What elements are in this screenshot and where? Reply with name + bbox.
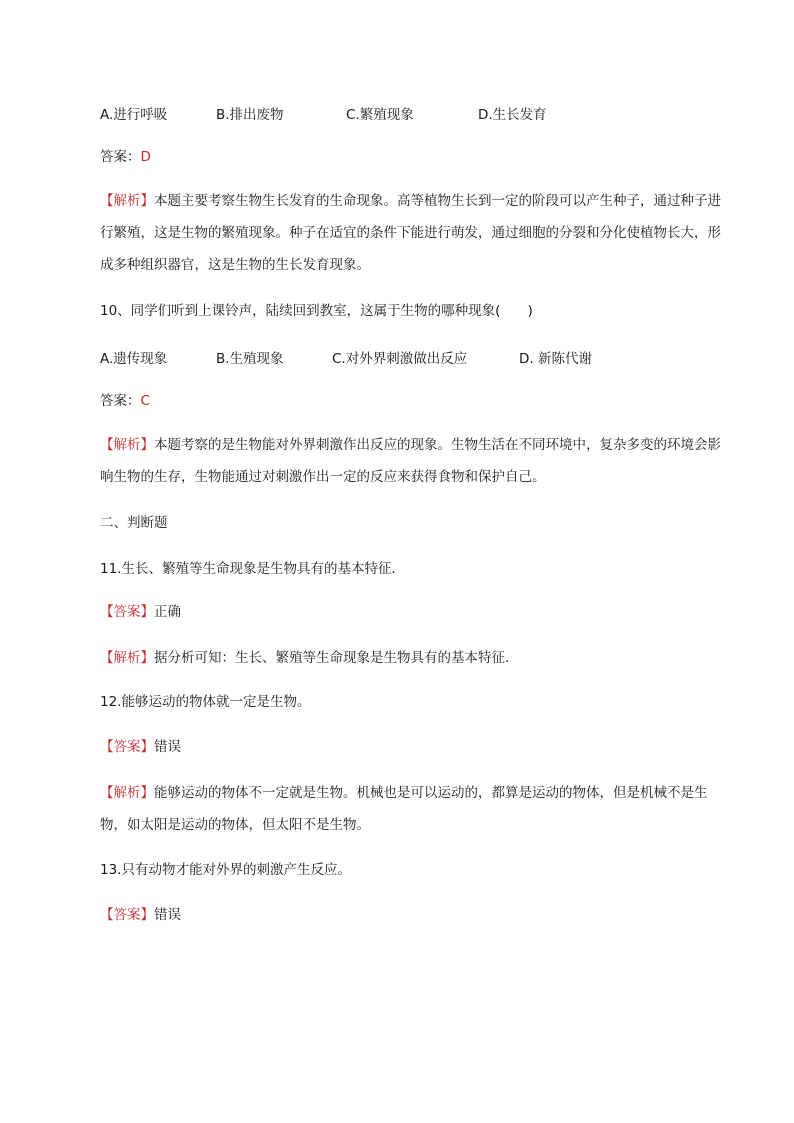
q9-option-c: C.繁殖现象 [346,107,414,123]
q13-answer [100,906,181,924]
q10-analysis-text: 本题考察的是生物能对外界刺激作出反应的现象。生物生活在不同环境中，复杂多变的环境会影响生物的生存，生物能通过对刺激作出一定的反应来获得食物和保护自己。 [100,437,721,485]
q11-answer-value: 正确 [154,604,181,620]
q12-analysis [100,777,730,841]
q11-analysis [100,649,519,667]
q10-answer-label: 答案： [100,393,141,409]
q12-analysis-text: 能够运动的物体不一定就是生物。机械也是可以运动的，都算是运动的物体，但是机械不是生物，如太阳是运动的物体，但太阳不是生物。 [100,785,708,833]
q10-answer [100,392,150,410]
q13-question: 13.只有动物才能对外界的刺激产生反应。 [100,862,351,878]
q11-answer-label: 【答案】 [100,604,154,620]
q9-analysis [100,185,730,281]
q12-answer-value: 错误 [154,739,181,755]
q12-question: 12.能够运动的物体就一定是生物。 [100,694,311,710]
q10-analysis [100,429,730,493]
q11-analysis-text: 据分析可知：生长、繁殖等生命现象是生物具有的基本特征． [154,650,519,666]
q11-question: 11.生长、繁殖等生命现象是生物具有的基本特征． [100,561,405,577]
q12-answer [100,738,181,756]
q10-analysis-label: 【解析】 [100,437,154,453]
q9-option-d: D.生长发育 [478,107,547,123]
q9-option-b: B.排出废物 [216,107,284,123]
q9-analysis-text: 本题主要考察生物生长发育的生命现象。高等植物生长到一定的阶段可以产生种子，通过种子进行繁殖，这是生物的繁殖现象。种子在适宜的条件下能进行萌发，通过细胞的分裂和分化使植物长大，形成多种组织器官，这是生物的生长发育现象。 [100,193,721,273]
q10-option-d: D. 新陈代谢 [519,351,592,367]
q13-answer-label: 【答案】 [100,907,154,923]
q10-answer-value: C [140,393,150,409]
q11-analysis-label: 【解析】 [100,650,154,666]
q10-option-c: C.对外界刺激做出反应 [332,351,468,367]
q12-analysis-label: 【解析】 [100,785,154,801]
q10-question: 10、同学们听到上课铃声，陆续回到教室，这属于生物的哪种现象( ) [100,303,533,319]
q9-option-a: A.进行呼吸 [100,107,168,123]
q10-option-b: B.生殖现象 [216,351,284,367]
q9-analysis-label: 【解析】 [100,193,154,209]
q10-option-a: A.遗传现象 [100,351,168,367]
q9-answer [100,148,151,166]
q9-answer-value: D [140,149,151,165]
q13-answer-value: 错误 [154,907,181,923]
q9-answer-label: 答案： [100,149,141,165]
q11-answer [100,603,181,621]
section-title: 二、判断题 [100,515,168,531]
q12-answer-label: 【答案】 [100,739,154,755]
